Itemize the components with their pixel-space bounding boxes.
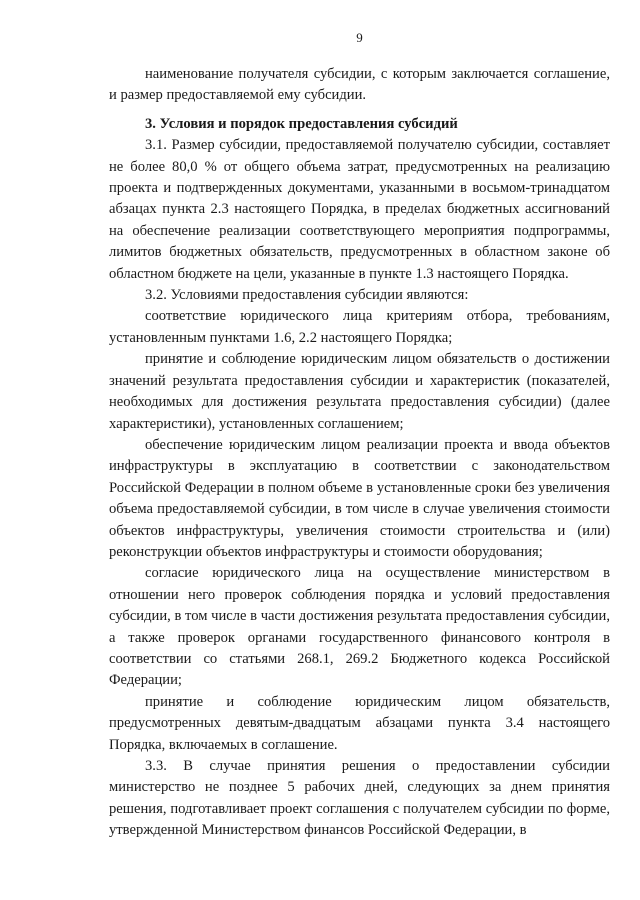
document-body: [109, 64, 610, 842]
condition-item: обеспечение юридическим лицом реализации проекта и ввода объектов инфраструктуры в эксплуатацию в соответствии с законодательством Российской Федерации в полном объеме в установленные сроки без увеличения объема предоставляемой субсидии, в том числе в случае увеличения стоимости объектов инфраструктуры, увеличения стоимости строительства и (или) реконструкции объектов инфраструктуры и стоимости оборудования;: [109, 436, 610, 560]
paragraph-continuation: наименование получателя субсидии, с которым заключается соглашение, и размер предоставляемой ему субсидии.: [109, 66, 610, 104]
page-number: 9: [356, 30, 363, 45]
paragraph-3-2: 3.2. Условиями предоставления субсидии являются:: [145, 287, 469, 304]
paragraph-3-1: 3.1. Размер субсидии, предоставляемой получателю субсидии, составляет не более 80,0 % от общего объема затрат, предусмотренных на реализацию проекта и подтвержденных документами, указанными в восьмом-тринадцатом абзацах пункта 2.3 настоящего Порядка, в пределах бюджетных ассигнований на обеспечение реализации соответствующего мероприятия подпрограммы, лимитов бюджетных обязательств, предусмотренных в областном законе об областном бюджете на цели, указанные в пункте 1.3 настоящего Порядка.: [109, 137, 610, 282]
condition-item: принятие и соблюдение юридическим лицом обязательств, предусмотренных девятым-двадцатым абзацами пункта 3.4 настоящего Порядка, включаемых в соглашение.: [109, 693, 610, 753]
condition-item: согласие юридического лица на осуществление министерством в отношении него проверок соблюдения порядка и условий предоставления субсидии, в том числе в части достижения результата предоставления субсидии, а также проверок органами государственного финансового контроля в соответствии со статьями 268.1, 269.2 Бюджетного кодекса Российской Федерации;: [109, 565, 610, 689]
paragraph-3-3: 3.3. В случае принятия решения о предоставлении субсидии министерство не позднее 5 рабочих дней, следующих за днем принятия решения, подготавливает проект соглашения с получателем субсидии по форме, утвержденной Министерством финансов Российской Федерации, в: [109, 758, 610, 839]
condition-item: принятие и соблюдение юридическим лицом обязательств о достижении значений результата предоставления субсидии и характеристик (показателей, необходимых для достижения результата предоставления субсидии) (далее характеристики), установленных соглашением;: [109, 351, 610, 432]
condition-item: соответствие юридического лица критериям отбора, требованиям, установленным пунктами 1.6, 2.2 настоящего Порядка;: [109, 308, 610, 346]
section-heading: 3. Условия и порядок предоставления субсидий: [145, 115, 458, 132]
